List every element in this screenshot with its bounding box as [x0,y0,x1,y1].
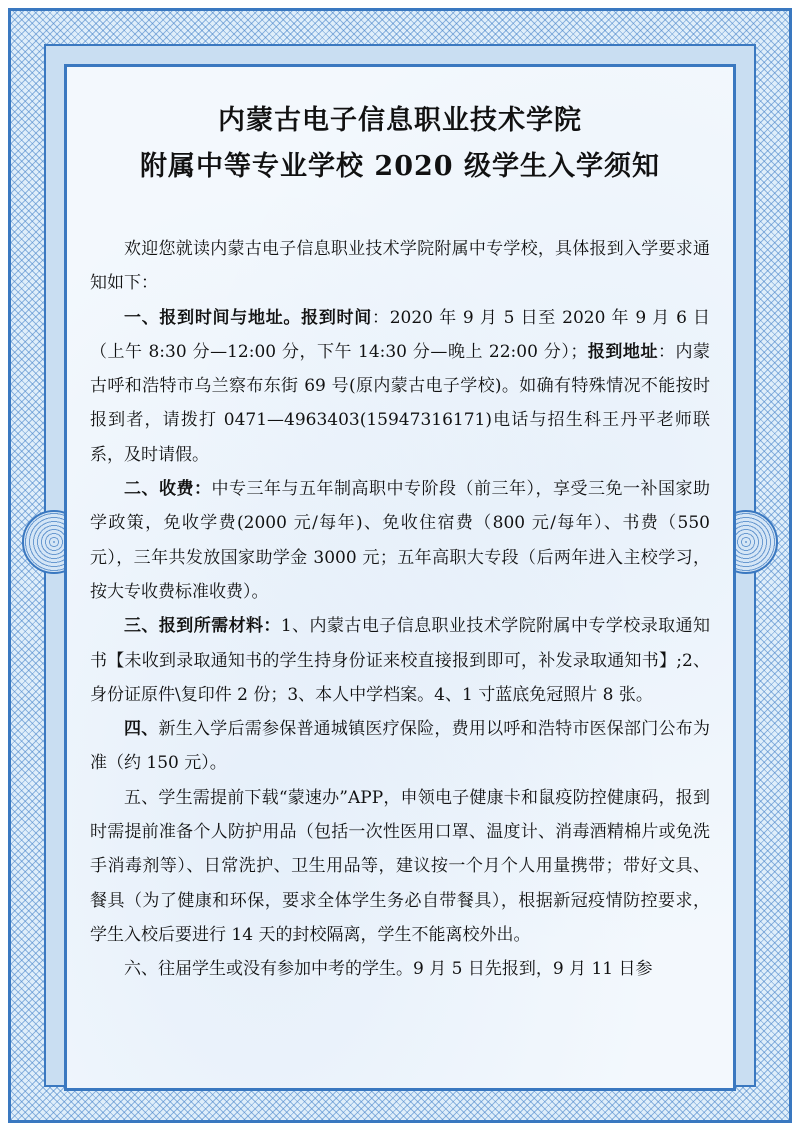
section-1-address-text: ：内蒙古呼和浩特市乌兰察布东街 69 号(原内蒙古电子学校)。如确有特殊情况不能按时报到者，请拨打 0471—4963403(15947316171)电话与招生科王丹平老师联系，及时请假。 [90,341,711,465]
section-4-paragraph [90,712,710,781]
section-2-heading: 二、收费： [124,479,212,500]
section-3-heading: 三、报到所需材料： [124,616,281,637]
title-line-2: 附属中等专业学校 2020 级学生入学须知 [140,151,660,182]
title-line-1: 内蒙古电子信息职业技术学院 [218,105,582,136]
section-4-text: 新生入学后需参保普通城镇医疗保险，费用以呼和浩特市医保部门公布为准（约 150 元）。 [90,719,711,774]
document-content [90,98,710,987]
intro-paragraph: 欢迎您就读内蒙古电子信息职业技术学院附属中专学校，具体报到入学要求通知如下： [90,239,710,294]
section-3-text: 1、内蒙古电子信息职业技术学院附属中专学校录取通知书【未收到录取通知书的学生持身份证来校直接报到即可，补发录取通知书】;2、身份证原件\复印件 2 份；3、本人中学档案。4、1 寸蓝底免冠照片 8 张。 [90,616,710,705]
section-1-time-label: 报到时间 [301,307,372,328]
section-6-paragraph: 六、往届学生或没有参加中考的学生。9 月 5 日先报到，9 月 11 日参 [124,959,653,980]
document-title [90,98,710,190]
section-3-paragraph [90,609,710,712]
section-1-heading: 一、报到时间与地址。 [124,307,302,328]
section-2-paragraph [90,472,710,609]
document-body [90,232,710,987]
section-1-time-text: ：2020 年 9 月 5 日至 2020 年 9 月 6 日（上午 8:30 分—12:00 分，下午 14:30 分—晚上 22:00 分）； [90,307,711,362]
section-4-heading: 四、 [124,719,159,740]
section-2-text: 中专三年与五年制高职中专阶段（前三年），享受三免一补国家助学政策，免收学费(2000 元/每年)、免收住宿费（800 元/每年）、书费（550 元），三年共发放国家助学金 3000 元；五年高职大专段（后两年进入主校学习，按大专收费标准收费）。 [90,479,710,602]
section-1-address-label: 报到地址 [587,341,658,362]
section-1-paragraph [90,301,710,472]
section-5-paragraph: 五、学生需提前下载“蒙速办”APP，申领电子健康卡和鼠疫防控健康码，报到时需提前准备个人防护用品（包括一次性医用口罩、温度计、消毒酒精棉片或免洗手消毒剂等）、日常洗护、卫生用品等，建议按一个月个人用量携带；带好文具、餐具（为了健康和环保，要求全体学生务必自带餐具），根据新冠疫情防控要求，学生入校后要进行 14 天的封校隔离，学生不能离校外出。 [90,787,710,945]
